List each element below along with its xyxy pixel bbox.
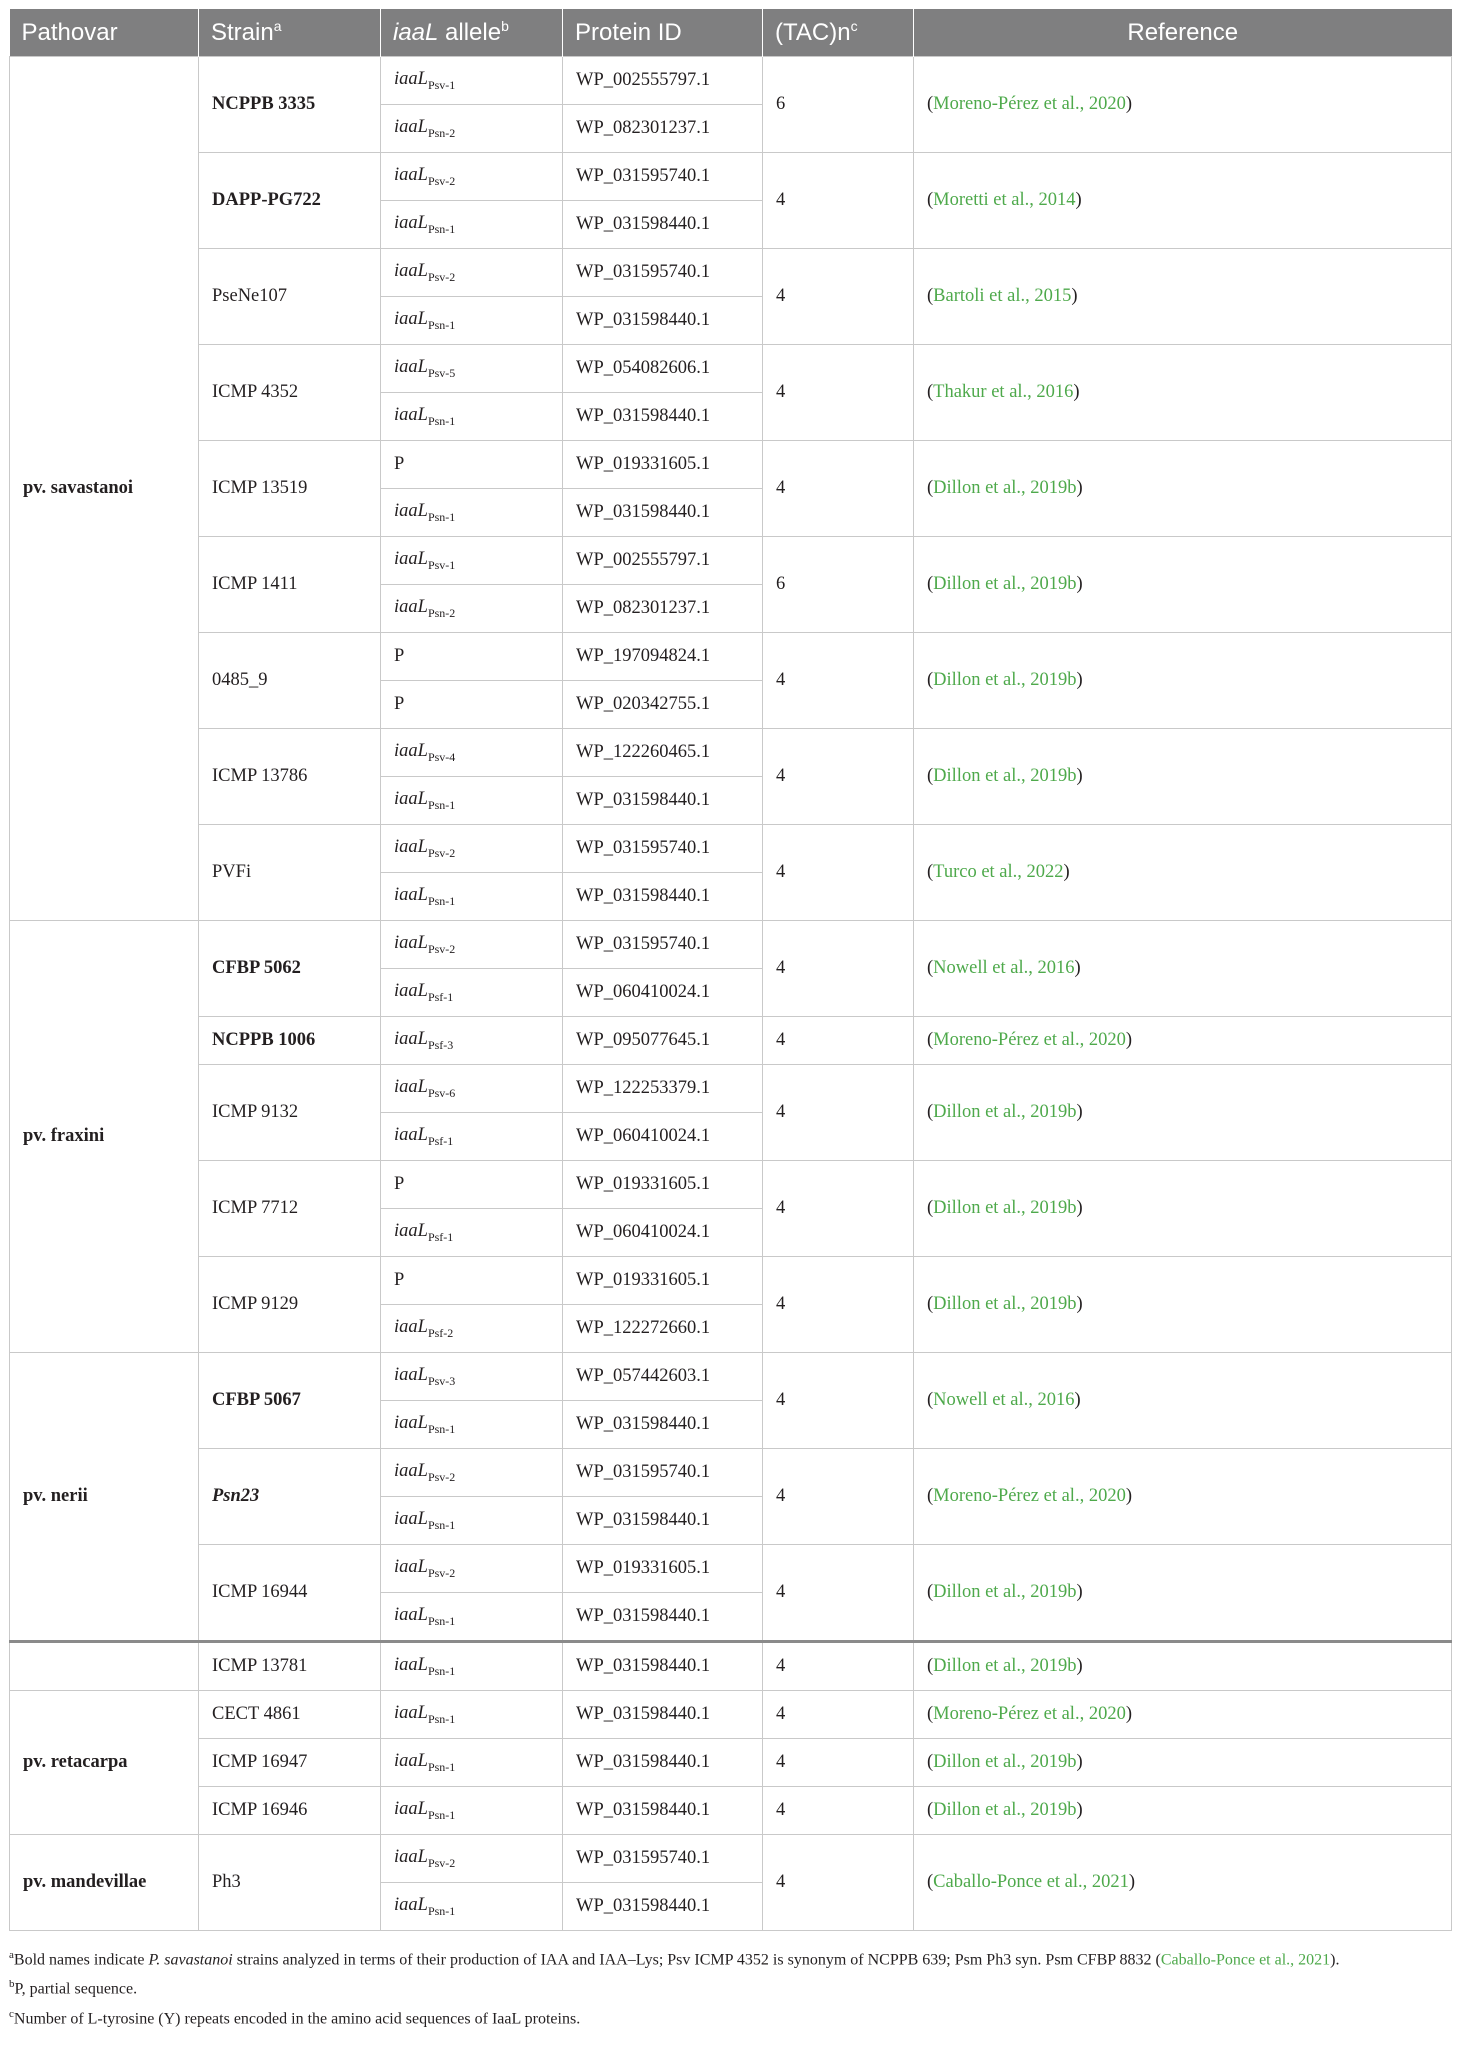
allele-subscript: Psn-1 xyxy=(427,221,456,236)
allele-gene: iaaL xyxy=(394,260,428,281)
allele-cell xyxy=(381,57,563,105)
table-footnotes xyxy=(9,1943,1451,2031)
allele-cell xyxy=(381,1739,563,1787)
table-row xyxy=(10,249,1452,297)
reference-link[interactable]: Dillon et al., 2019b xyxy=(933,1102,1077,1123)
protein-id-cell: WP_031598440.1 xyxy=(563,1497,763,1545)
allele-subscript: Psn-1 xyxy=(427,1759,456,1774)
allele-subscript: Psn-1 xyxy=(427,1421,456,1436)
footnote-c: $^c$Number of L-tyrosine (Y) repeats encoded in the amino acid sequences of IaaL proteins. xyxy=(9,2007,581,2027)
allele-cell xyxy=(381,249,563,297)
reference-link[interactable]: Moretti et al., 2014 xyxy=(933,190,1076,211)
table-container xyxy=(9,9,1451,2031)
table-row xyxy=(10,345,1452,393)
reference-cell: (Dillon et al., 2019b) xyxy=(914,1642,1452,1691)
reference-cell: (Dillon et al., 2019b) xyxy=(914,1545,1452,1642)
tac-repeat-cell: 4 xyxy=(763,633,914,729)
protein-id-cell: WP_057442603.1 xyxy=(563,1353,763,1401)
protein-id-cell: WP_031598440.1 xyxy=(563,1883,763,1931)
tac-repeat-cell: 4 xyxy=(763,1787,914,1835)
allele-subscript: Psv-2 xyxy=(427,173,456,188)
tac-repeat-cell: 4 xyxy=(763,1739,914,1787)
header-protein-id: Protein ID xyxy=(563,9,763,57)
allele-cell xyxy=(381,729,563,777)
allele-cell xyxy=(381,1113,563,1161)
protein-id-cell: WP_020342755.1 xyxy=(563,681,763,729)
reference-cell: (Moretti et al., 2014) xyxy=(914,153,1452,249)
tac-repeat-cell: 4 xyxy=(763,1161,914,1257)
allele-gene: iaaL xyxy=(394,932,428,953)
allele-cell xyxy=(381,1401,563,1449)
protein-id-cell: WP_031598440.1 xyxy=(563,777,763,825)
allele-gene: iaaL xyxy=(394,116,428,137)
protein-id-cell: WP_031595740.1 xyxy=(563,1835,763,1883)
allele-subscript: Psf-1 xyxy=(427,989,454,1004)
allele-cell xyxy=(381,297,563,345)
allele-gene: iaaL xyxy=(394,1604,428,1625)
allele-cell xyxy=(381,633,563,681)
protein-id-cell: WP_019331605.1 xyxy=(563,1161,763,1209)
reference-cell: (Thakur et al., 2016) xyxy=(914,345,1452,441)
allele-gene: iaaL xyxy=(394,788,428,809)
allele-gene: iaaL xyxy=(394,68,428,89)
allele-cell xyxy=(381,537,563,585)
allele-cell xyxy=(381,921,563,969)
table-row xyxy=(10,633,1452,681)
allele-gene: iaaL xyxy=(394,1220,428,1241)
reference-cell: (Dillon et al., 2019b) xyxy=(914,633,1452,729)
reference-link[interactable]: Dillon et al., 2019b xyxy=(933,1752,1077,1773)
allele-subscript: Psv-2 xyxy=(427,845,456,860)
allele-cell xyxy=(381,681,563,729)
protein-id-cell: WP_031598440.1 xyxy=(563,201,763,249)
allele-subscript: Psn-1 xyxy=(427,1807,456,1822)
allele-cell xyxy=(381,345,563,393)
strain-cell: ICMP 16947 xyxy=(199,1739,381,1787)
table-row xyxy=(10,57,1452,105)
header-reference: Reference xyxy=(914,9,1452,57)
allele-cell xyxy=(381,1883,563,1931)
reference-cell: (Caballo-Ponce et al., 2021) xyxy=(914,1835,1452,1931)
pathovar-cell: pv. mandevillae xyxy=(10,1835,199,1931)
reference-cell: (Moreno-Pérez et al., 2020) xyxy=(914,57,1452,153)
allele-gene: iaaL xyxy=(394,500,428,521)
allele-subscript: Psn-1 xyxy=(427,893,456,908)
allele-gene: iaaL xyxy=(394,980,428,1001)
allele-gene: iaaL xyxy=(394,1364,428,1385)
allele-cell xyxy=(381,1209,563,1257)
allele-subscript: Psf-3 xyxy=(427,1037,454,1052)
allele-cell xyxy=(381,1835,563,1883)
reference-link[interactable]: Dillon et al., 2019b xyxy=(933,478,1077,499)
tac-repeat-cell: 4 xyxy=(763,1691,914,1739)
reference-link[interactable]: Dillon et al., 2019b xyxy=(933,1294,1077,1315)
footnote-a: $^a$Bold names indicate P. savastanoi strains analyzed in terms of their production of IAA and IAA–Lys; Psv ICMP 4352 is synonym of NCPPB 639; Psm Ph3 syn. Psm CFBP 8832 (Caballo-Ponce et al., 2021). xyxy=(9,1949,1340,1969)
allele-cell xyxy=(381,1449,563,1497)
strain-cell: CFBP 5067 xyxy=(199,1353,381,1449)
table-row xyxy=(10,1449,1452,1497)
pathovar-cell: pv. fraxini xyxy=(10,921,199,1353)
allele-cell xyxy=(381,1545,563,1593)
header-allele: iaaL allele$^b$ xyxy=(381,9,563,57)
reference-cell: (Dillon et al., 2019b) xyxy=(914,729,1452,825)
table-row xyxy=(10,1787,1452,1835)
table-row xyxy=(10,921,1452,969)
allele-gene: iaaL xyxy=(394,1028,428,1049)
header-pathovar: Pathovar xyxy=(10,9,199,57)
allele-gene: P xyxy=(394,646,405,667)
allele-gene: iaaL xyxy=(394,1508,428,1529)
reference-link[interactable]: Dillon et al., 2019b xyxy=(933,766,1077,787)
reference-link[interactable]: Dillon et al., 2019b xyxy=(933,1582,1077,1603)
table-row xyxy=(10,1065,1452,1113)
strain-cell: Psn23 xyxy=(199,1449,381,1545)
reference-link[interactable]: Moreno-Pérez et al., 2020 xyxy=(933,1486,1126,1507)
table-row xyxy=(10,1642,1452,1691)
allele-cell xyxy=(381,825,563,873)
protein-id-cell: WP_031598440.1 xyxy=(563,297,763,345)
allele-gene: P xyxy=(394,454,405,475)
protein-id-cell: WP_002555797.1 xyxy=(563,57,763,105)
tac-repeat-cell: 4 xyxy=(763,1545,914,1642)
allele-gene: iaaL xyxy=(394,836,428,857)
reference-cell: (Moreno-Pérez et al., 2020) xyxy=(914,1449,1452,1545)
allele-subscript: Psn-1 xyxy=(427,1903,456,1918)
protein-id-cell: WP_122272660.1 xyxy=(563,1305,763,1353)
protein-id-cell: WP_031598440.1 xyxy=(563,1739,763,1787)
strain-cell: NCPPB 3335 xyxy=(199,57,381,153)
allele-cell xyxy=(381,489,563,537)
strain-cell: CECT 4861 xyxy=(199,1691,381,1739)
tac-repeat-cell: 4 xyxy=(763,729,914,825)
allele-cell xyxy=(381,393,563,441)
allele-subscript: Psn-1 xyxy=(427,1517,456,1532)
protein-id-cell: WP_031595740.1 xyxy=(563,153,763,201)
pathovar-cell xyxy=(10,1642,199,1691)
strain-cell: ICMP 1411 xyxy=(199,537,381,633)
allele-gene: P xyxy=(394,694,405,715)
reference-link[interactable]: Turco et al., 2022 xyxy=(933,862,1064,883)
header-row xyxy=(10,9,1452,57)
allele-gene: iaaL xyxy=(394,1894,428,1915)
allele-cell xyxy=(381,1353,563,1401)
protein-id-cell: WP_019331605.1 xyxy=(563,1257,763,1305)
protein-id-cell: WP_031598440.1 xyxy=(563,1401,763,1449)
reference-link[interactable]: Dillon et al., 2019b xyxy=(933,574,1077,595)
protein-id-cell: WP_031598440.1 xyxy=(563,489,763,537)
allele-gene: iaaL xyxy=(394,1750,428,1771)
reference-cell: (Moreno-Pérez et al., 2020) xyxy=(914,1691,1452,1739)
protein-id-cell: WP_019331605.1 xyxy=(563,441,763,489)
table-row xyxy=(10,153,1452,201)
allele-gene: iaaL xyxy=(394,1124,428,1145)
reference-cell: (Dillon et al., 2019b) xyxy=(914,441,1452,537)
protein-id-cell: WP_082301237.1 xyxy=(563,105,763,153)
allele-subscript: Psv-1 xyxy=(427,77,456,92)
tac-repeat-cell: 4 xyxy=(763,825,914,921)
reference-cell: (Moreno-Pérez et al., 2020) xyxy=(914,1017,1452,1065)
allele-subscript: Psf-1 xyxy=(427,1133,454,1148)
allele-cell xyxy=(381,441,563,489)
footnote-citation-link[interactable]: Caballo-Ponce et al., 2021 xyxy=(1160,1951,1331,1969)
tac-repeat-cell: 4 xyxy=(763,1449,914,1545)
allele-subscript: Psv-4 xyxy=(427,749,456,764)
protein-id-cell: WP_019331605.1 xyxy=(563,1545,763,1593)
allele-cell xyxy=(381,1257,563,1305)
table-row xyxy=(10,1353,1452,1401)
reference-cell: (Nowell et al., 2016) xyxy=(914,1353,1452,1449)
allele-gene: iaaL xyxy=(394,596,428,617)
strain-cell: NCPPB 1006 xyxy=(199,1017,381,1065)
strain-cell: 0485_9 xyxy=(199,633,381,729)
allele-cell xyxy=(381,1787,563,1835)
tac-repeat-cell: 4 xyxy=(763,1065,914,1161)
protein-id-cell: WP_082301237.1 xyxy=(563,585,763,633)
tac-repeat-cell: 4 xyxy=(763,249,914,345)
table-row xyxy=(10,1739,1452,1787)
header-tac: $(TAC)n^c$ xyxy=(763,9,914,57)
reference-link[interactable]: Bartoli et al., 2015 xyxy=(933,286,1072,307)
tac-repeat-cell: 4 xyxy=(763,441,914,537)
table-row xyxy=(10,441,1452,489)
strain-cell: ICMP 13519 xyxy=(199,441,381,537)
table-row xyxy=(10,1691,1452,1739)
protein-id-cell: WP_122253379.1 xyxy=(563,1065,763,1113)
strain-cell: Ph3 xyxy=(199,1835,381,1931)
allele-subscript: Psv-5 xyxy=(427,365,456,380)
strain-cell: ICMP 7712 xyxy=(199,1161,381,1257)
allele-gene: iaaL xyxy=(394,1412,428,1433)
protein-id-cell: WP_031598440.1 xyxy=(563,873,763,921)
footnote-b: $^b$P, partial sequence. xyxy=(9,1978,138,1998)
allele-gene: iaaL xyxy=(394,548,428,569)
pathovar-cell: pv. retacarpa xyxy=(10,1691,199,1835)
reference-link[interactable]: Nowell et al., 2016 xyxy=(933,1390,1075,1411)
strain-cell: CFBP 5062 xyxy=(199,921,381,1017)
protein-id-cell: WP_060410024.1 xyxy=(563,969,763,1017)
reference-cell: (Dillon et al., 2019b) xyxy=(914,1787,1452,1835)
table-row xyxy=(10,537,1452,585)
pathovar-cell: pv. nerii xyxy=(10,1353,199,1642)
allele-gene: iaaL xyxy=(394,1846,428,1867)
protein-id-cell: WP_031595740.1 xyxy=(563,921,763,969)
reference-cell: (Dillon et al., 2019b) xyxy=(914,1065,1452,1161)
tac-repeat-cell: 4 xyxy=(763,1257,914,1353)
strain-cell: ICMP 13786 xyxy=(199,729,381,825)
reference-link[interactable]: Moreno-Pérez et al., 2020 xyxy=(933,94,1126,115)
reference-cell: (Dillon et al., 2019b) xyxy=(914,1739,1452,1787)
protein-id-cell: WP_122260465.1 xyxy=(563,729,763,777)
allele-subscript: Psv-2 xyxy=(427,1855,456,1870)
allele-subscript: Psn-1 xyxy=(427,317,456,332)
allele-gene: iaaL xyxy=(394,1654,428,1675)
allele-cell xyxy=(381,1305,563,1353)
allele-subscript: Psv-2 xyxy=(427,269,456,284)
allele-gene: iaaL xyxy=(394,740,428,761)
allele-gene: iaaL xyxy=(394,1076,428,1097)
table-row xyxy=(10,1017,1452,1065)
allele-subscript: Psn-1 xyxy=(427,413,456,428)
protein-id-cell: WP_060410024.1 xyxy=(563,1113,763,1161)
allele-cell xyxy=(381,1065,563,1113)
allele-gene: iaaL xyxy=(394,404,428,425)
allele-gene: iaaL xyxy=(394,308,428,329)
allele-cell xyxy=(381,1642,563,1691)
allele-subscript: Psn-1 xyxy=(427,1663,456,1678)
allele-gene: iaaL xyxy=(394,1316,428,1337)
allele-subscript: Psn-2 xyxy=(427,125,456,140)
allele-cell xyxy=(381,1497,563,1545)
allele-subscript: Psn-1 xyxy=(427,509,456,524)
tac-repeat-cell: 4 xyxy=(763,345,914,441)
reference-link[interactable]: Caballo-Ponce et al., 2021 xyxy=(933,1872,1129,1893)
allele-subscript: Psv-2 xyxy=(427,1469,456,1484)
table-body xyxy=(10,57,1452,1931)
allele-cell xyxy=(381,105,563,153)
reference-cell: (Dillon et al., 2019b) xyxy=(914,1257,1452,1353)
allele-cell xyxy=(381,1593,563,1642)
tac-repeat-cell: 4 xyxy=(763,1353,914,1449)
allele-cell xyxy=(381,969,563,1017)
allele-cell xyxy=(381,1161,563,1209)
allele-gene: P xyxy=(394,1270,405,1291)
allele-subscript: Psf-1 xyxy=(427,1229,454,1244)
reference-link[interactable]: Dillon et al., 2019b xyxy=(933,670,1077,691)
strain-cell: ICMP 16944 xyxy=(199,1545,381,1642)
protein-id-cell: WP_031595740.1 xyxy=(563,1449,763,1497)
tac-repeat-cell: 4 xyxy=(763,921,914,1017)
strain-cell: PVFi xyxy=(199,825,381,921)
allele-gene: iaaL xyxy=(394,164,428,185)
allele-gene: iaaL xyxy=(394,1460,428,1481)
reference-link[interactable]: Thakur et al., 2016 xyxy=(933,382,1074,403)
allele-subscript: Psn-1 xyxy=(427,797,456,812)
header-strain: Strain$^a$ xyxy=(199,9,381,57)
protein-id-cell: WP_054082606.1 xyxy=(563,345,763,393)
allele-subscript: Psn-2 xyxy=(427,605,456,620)
reference-link[interactable]: Dillon et al., 2019b xyxy=(933,1656,1077,1677)
protein-id-cell: WP_031598440.1 xyxy=(563,1787,763,1835)
tac-repeat-cell: 4 xyxy=(763,1642,914,1691)
protein-id-cell: WP_031598440.1 xyxy=(563,1593,763,1642)
reference-link[interactable]: Moreno-Pérez et al., 2020 xyxy=(933,1704,1126,1725)
reference-cell: (Dillon et al., 2019b) xyxy=(914,537,1452,633)
protein-id-cell: WP_031598440.1 xyxy=(563,1642,763,1691)
tac-repeat-cell: 4 xyxy=(763,1017,914,1065)
protein-id-cell: WP_060410024.1 xyxy=(563,1209,763,1257)
allele-cell xyxy=(381,201,563,249)
allele-cell xyxy=(381,1691,563,1739)
tac-repeat-cell: 6 xyxy=(763,57,914,153)
allele-cell xyxy=(381,777,563,825)
protein-id-cell: WP_031595740.1 xyxy=(563,825,763,873)
allele-cell xyxy=(381,153,563,201)
tac-repeat-cell: 6 xyxy=(763,537,914,633)
protein-id-cell: WP_031598440.1 xyxy=(563,393,763,441)
table-row xyxy=(10,1835,1452,1883)
strain-cell: ICMP 9132 xyxy=(199,1065,381,1161)
reference-cell: (Bartoli et al., 2015) xyxy=(914,249,1452,345)
allele-subscript: Psv-2 xyxy=(427,941,456,956)
allele-subscript: Psn-1 xyxy=(427,1613,456,1628)
table-row xyxy=(10,825,1452,873)
protein-id-cell: WP_095077645.1 xyxy=(563,1017,763,1065)
data-table xyxy=(9,9,1452,1931)
protein-id-cell: WP_031595740.1 xyxy=(563,249,763,297)
allele-cell xyxy=(381,873,563,921)
reference-link[interactable]: Nowell et al., 2016 xyxy=(933,958,1075,979)
strain-cell: ICMP 13781 xyxy=(199,1642,381,1691)
strain-cell: DAPP-PG722 xyxy=(199,153,381,249)
allele-gene: iaaL xyxy=(394,1556,428,1577)
allele-gene: iaaL xyxy=(394,212,428,233)
protein-id-cell: WP_031598440.1 xyxy=(563,1691,763,1739)
allele-gene: P xyxy=(394,1174,405,1195)
allele-subscript: Psv-1 xyxy=(427,557,456,572)
allele-subscript: Psf-2 xyxy=(427,1325,454,1340)
pathovar-cell: pv. savastanoi xyxy=(10,57,199,921)
reference-link[interactable]: Moreno-Pérez et al., 2020 xyxy=(933,1030,1126,1051)
allele-subscript: Psv-6 xyxy=(427,1085,456,1100)
table-row xyxy=(10,1545,1452,1593)
allele-gene: iaaL xyxy=(394,884,428,905)
allele-subscript: Psv-3 xyxy=(427,1373,456,1388)
table-row xyxy=(10,1161,1452,1209)
tac-repeat-cell: 4 xyxy=(763,153,914,249)
allele-gene: iaaL xyxy=(394,1702,428,1723)
protein-id-cell: WP_197094824.1 xyxy=(563,633,763,681)
allele-subscript: Psn-1 xyxy=(427,1711,456,1726)
table-row xyxy=(10,1257,1452,1305)
reference-link[interactable]: Dillon et al., 2019b xyxy=(933,1800,1077,1821)
reference-cell: (Dillon et al., 2019b) xyxy=(914,1161,1452,1257)
strain-cell: ICMP 4352 xyxy=(199,345,381,441)
protein-id-cell: WP_002555797.1 xyxy=(563,537,763,585)
reference-cell: (Nowell et al., 2016) xyxy=(914,921,1452,1017)
allele-cell xyxy=(381,585,563,633)
allele-cell xyxy=(381,1017,563,1065)
allele-gene: iaaL xyxy=(394,1798,428,1819)
reference-cell: (Turco et al., 2022) xyxy=(914,825,1452,921)
table-row xyxy=(10,729,1452,777)
reference-link[interactable]: Dillon et al., 2019b xyxy=(933,1198,1077,1219)
strain-cell: PseNe107 xyxy=(199,249,381,345)
strain-cell: ICMP 16946 xyxy=(199,1787,381,1835)
tac-repeat-cell: 4 xyxy=(763,1835,914,1931)
allele-subscript: Psv-2 xyxy=(427,1565,456,1580)
strain-cell: ICMP 9129 xyxy=(199,1257,381,1353)
allele-gene: iaaL xyxy=(394,356,428,377)
